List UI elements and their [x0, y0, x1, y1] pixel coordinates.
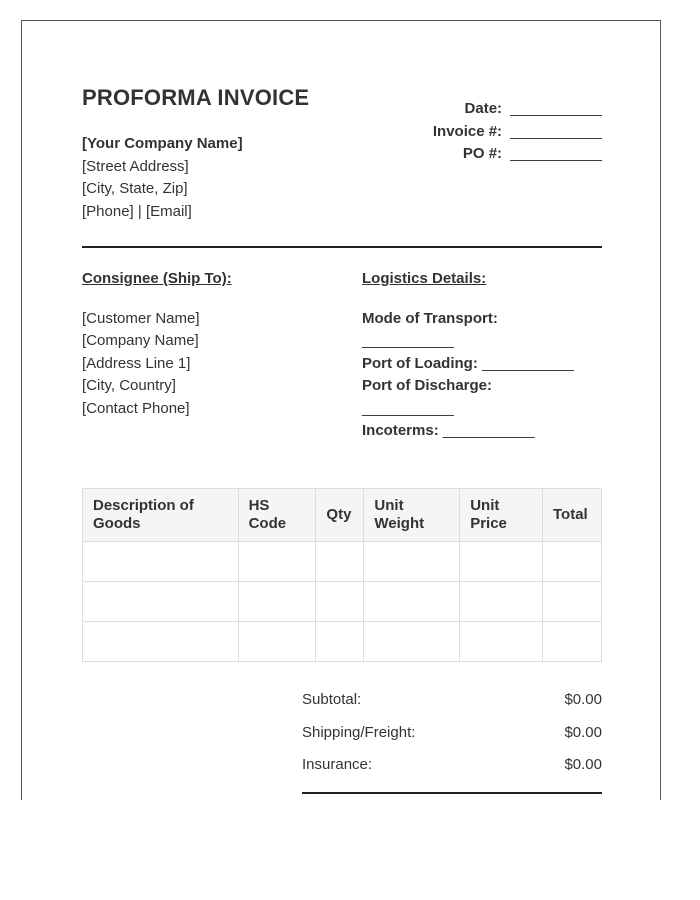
consignee-line: [City, Country]: [82, 377, 176, 394]
po-label: PO #:: [462, 145, 503, 162]
table-cell[interactable]: [316, 622, 364, 662]
table-cell[interactable]: [83, 582, 239, 622]
date-label: Date:: [464, 100, 503, 117]
shipping-value: $0.00: [564, 723, 602, 741]
port-of-discharge-row: [362, 375, 602, 420]
table-cell[interactable]: [460, 582, 543, 622]
goods-table: [82, 488, 602, 662]
table-row: [83, 622, 602, 662]
table-cell[interactable]: [460, 542, 543, 582]
invoice-number-row: [433, 121, 602, 144]
column-header-unit-price: Unit Price: [460, 489, 543, 542]
subtotal-row: [302, 689, 602, 722]
incoterms-row: [362, 420, 602, 443]
insurance-value: $0.00: [564, 756, 602, 773]
port-of-loading-label: Port of Loading:: [362, 354, 478, 372]
consignee-line: [Company Name]: [82, 332, 199, 349]
invoice-title: PROFORMA INVOICE: [82, 85, 310, 110]
table-row: [83, 582, 602, 622]
date-blank: ___________: [510, 100, 602, 117]
insurance-row: [302, 754, 602, 787]
consignee-section: [82, 268, 352, 420]
table-cell[interactable]: [364, 622, 460, 662]
table-cell[interactable]: [543, 622, 602, 662]
mode-of-transport-row: [362, 308, 602, 353]
company-contact: [Phone] | [Email]: [82, 202, 192, 220]
table-cell[interactable]: [364, 582, 460, 622]
insurance-label: Insurance:: [302, 756, 373, 773]
shipping-row: [302, 722, 602, 755]
table-cell[interactable]: [364, 542, 460, 582]
company-city: [City, State, Zip]: [82, 180, 188, 197]
subtotal-value: $0.00: [564, 691, 602, 708]
table-cell[interactable]: [83, 542, 239, 582]
incoterms-blank: ___________: [442, 422, 535, 439]
column-header-qty: Qty: [316, 489, 364, 542]
consignee-line: [Contact Phone]: [82, 399, 190, 417]
invoice-page: [21, 20, 661, 800]
totals-section: [302, 689, 602, 787]
invoice-number-blank: ___________: [510, 122, 602, 140]
subtotal-label: Subtotal:: [302, 691, 362, 708]
invoice-number-label: Invoice #:: [432, 122, 503, 140]
column-header-total: Total: [543, 489, 602, 542]
company-street: [Street Address]: [82, 157, 189, 175]
shipping-label: Shipping/Freight:: [302, 723, 416, 741]
table-cell[interactable]: [543, 582, 602, 622]
table-header-row: [83, 489, 602, 542]
mode-of-transport-label: Mode of Transport:: [362, 309, 498, 327]
table-cell[interactable]: [238, 622, 316, 662]
column-header-unit-weight: Unit Weight: [364, 489, 460, 542]
logistics-heading: Logistics Details:: [362, 270, 487, 287]
po-blank: ___________: [510, 145, 602, 162]
table-cell[interactable]: [83, 622, 239, 662]
po-row: [433, 143, 602, 166]
company-info: [82, 133, 243, 223]
table-row: [83, 542, 602, 582]
invoice-meta: [433, 98, 602, 166]
column-header-hs-code: HS Code: [238, 489, 316, 542]
column-header-description: Description of Goods: [83, 489, 239, 542]
date-row: [433, 98, 602, 121]
company-name: [Your Company Name]: [82, 135, 243, 152]
table-cell[interactable]: [460, 622, 543, 662]
table-cell[interactable]: [316, 582, 364, 622]
table-cell[interactable]: [316, 542, 364, 582]
port-of-discharge-blank: ___________: [362, 399, 454, 417]
mode-of-transport-blank: ___________: [362, 332, 454, 349]
port-of-loading-row: [362, 353, 602, 376]
table-cell[interactable]: [238, 582, 316, 622]
totals-divider: [302, 792, 602, 794]
consignee-heading: Consignee (Ship To):: [82, 270, 232, 287]
table-cell[interactable]: [238, 542, 316, 582]
port-of-discharge-label: Port of Discharge:: [362, 377, 493, 394]
consignee-line: [Customer Name]: [82, 309, 200, 327]
incoterms-label: Incoterms:: [362, 422, 439, 439]
logistics-section: [362, 268, 602, 443]
consignee-line: [Address Line 1]: [82, 354, 191, 372]
header-divider: [82, 246, 602, 248]
table-cell[interactable]: [543, 542, 602, 582]
port-of-loading-blank: ___________: [481, 354, 574, 372]
